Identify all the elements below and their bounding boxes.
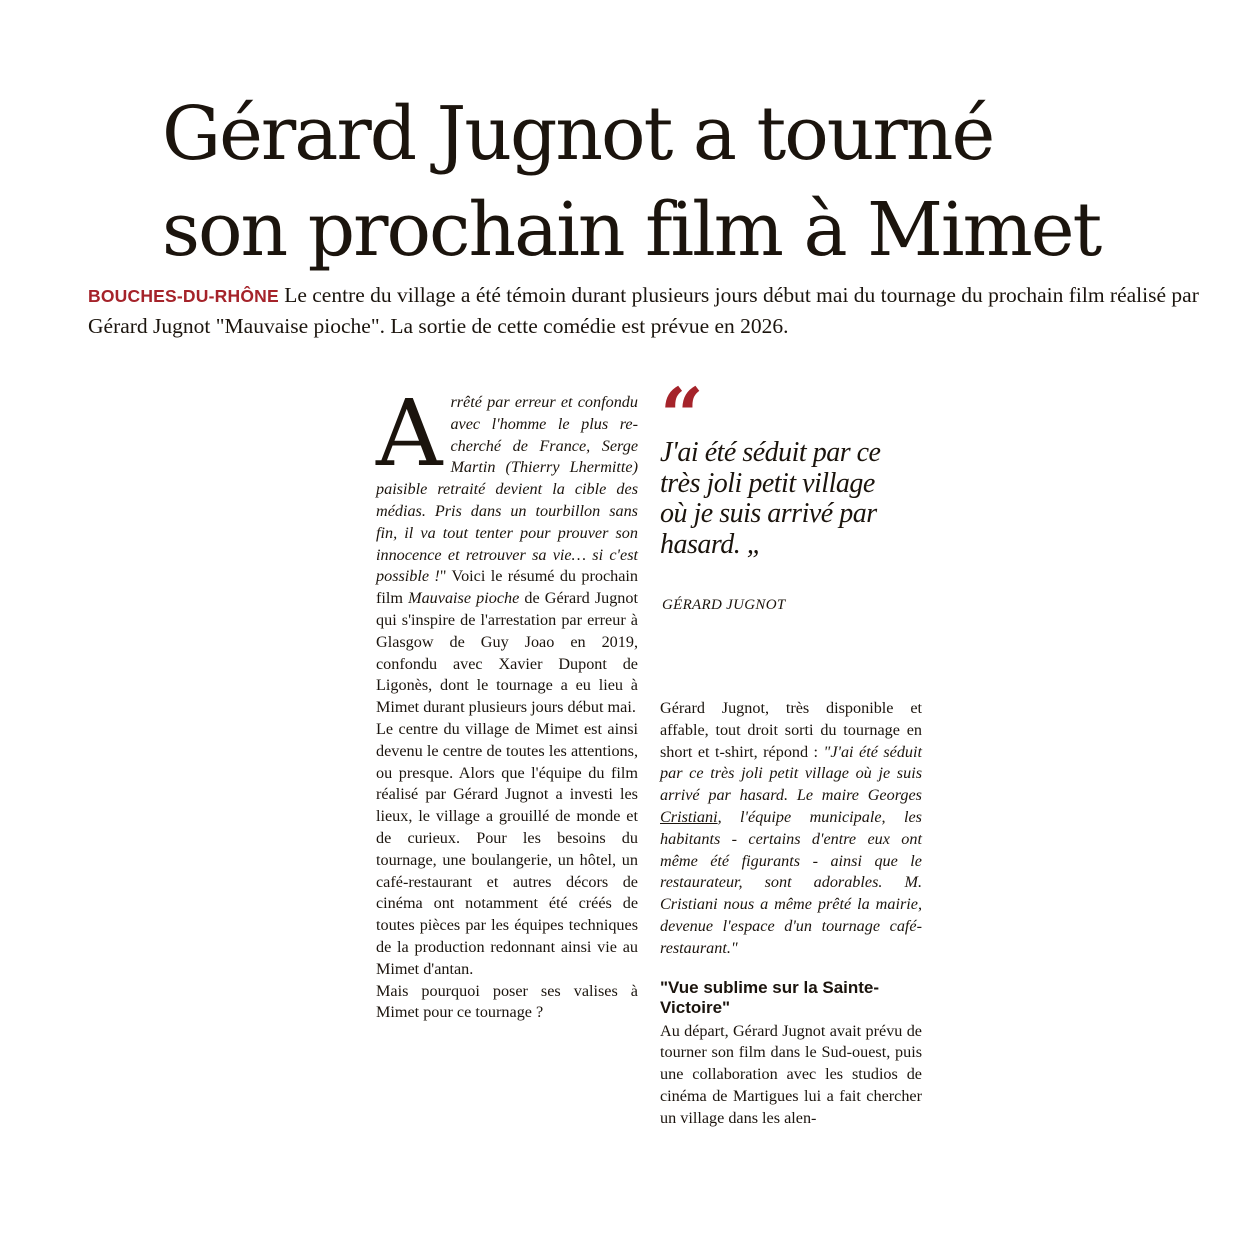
mayor-quote-start: "J'ai été séduit par ce très joli petit village où je suis arrivé par hasard. Le maire Georges bbox=[660, 742, 922, 805]
intro-text-end: de Gérard Jugnot qui s'inspire de l'arrestation par erreur à Glasgow de Guy Joao en 2019, confondu avec Xavier Dupont de Ligonès, dont le tournage a eu lieu à Mimet durant plusieurs jours début mai. bbox=[376, 589, 638, 717]
quote-mark-icon: “ bbox=[660, 371, 704, 460]
headline bbox=[162, 86, 1222, 278]
kicker-label: BOUCHES-DU-RHÔNE bbox=[88, 286, 279, 306]
film-synopsis: rrêté par erreur et confondu avec l'homme le plus recherché de France, Serge Martin (Thierry Lhermitte) paisible retraité devient la cible des médias. Pris dans un tourbillon sans fin, il va tout tenter pour prouver son innocence et retrouver sa vie… si c'est possible ! bbox=[376, 393, 638, 586]
mayor-quote-end: , l'équipe municipale, les habitants - certains d'entre eux ont même été figurants - ainsi que le restaurateur, sont adorables. M. Cristiani nous a même prêté la mairie, devenue l'espace d'un tournage café-restaurant." bbox=[660, 807, 922, 957]
drop-cap: A bbox=[376, 380, 443, 487]
headline-line-1: Gérard Jugnot a tourné bbox=[162, 91, 994, 177]
mayor-name: Cristiani bbox=[660, 807, 718, 826]
headline-line-2: son prochain film à Mimet bbox=[162, 187, 1101, 273]
body-paragraph-2: Le centre du village de Mimet est ainsi devenu le centre de toutes les attentions, ou presque. Alors que l'équipe du film réalisé par Gérard Jugnot a investi les lieux, le village a grouillé de monde et de curieux. Pour les besoins du tournage, une boulangerie, un hôtel, un café-restaurant et autres décors de cinéma ont notamment été créés de toutes pièces par les équipes techniques de la production redonnant ainsi vie au Mimet d'antan. bbox=[376, 719, 638, 978]
film-title: Mauvaise pioche bbox=[408, 589, 520, 608]
paragraph-4-text: Gérard Jugnot, très disponible et affable, tout droit sorti du tournage en short et t-shirt, répond : bbox=[660, 699, 922, 761]
article-column-right bbox=[660, 698, 922, 1130]
body-paragraph-5: Au départ, Gérard Jugnot avait prévu de tourner son film dans le Sud-ouest, puis une collaboration avec les studios de cinéma de Martigues lui a fait chercher un village dans les alen- bbox=[660, 1021, 922, 1127]
intro-text: " Voici le résumé du prochain film bbox=[376, 567, 639, 608]
pull-quote: J'ai été séduit par ce très joli petit village où je suis arrivé par hasard. „ bbox=[660, 437, 881, 560]
standfirst-text: Le centre du village a été témoin durant plusieurs jours début mai du tournage du prochain film réalisé par Gérard Jugnot "Mauvaise pioche". La sortie de cette comédie est prévue en 2026. bbox=[88, 283, 1199, 338]
body-paragraph-4 bbox=[660, 698, 922, 960]
intro-paragraph bbox=[376, 380, 639, 719]
standfirst bbox=[88, 280, 1218, 341]
body-paragraph-3: Mais pourquoi poser ses valises à Mimet pour ce tournage ? bbox=[376, 981, 638, 1022]
pull-quote-author: GÉRARD JUGNOT bbox=[662, 597, 786, 613]
article-column-left bbox=[376, 380, 639, 1024]
section-subhead: "Vue sublime sur la Sainte-Victoire" bbox=[660, 977, 880, 1017]
